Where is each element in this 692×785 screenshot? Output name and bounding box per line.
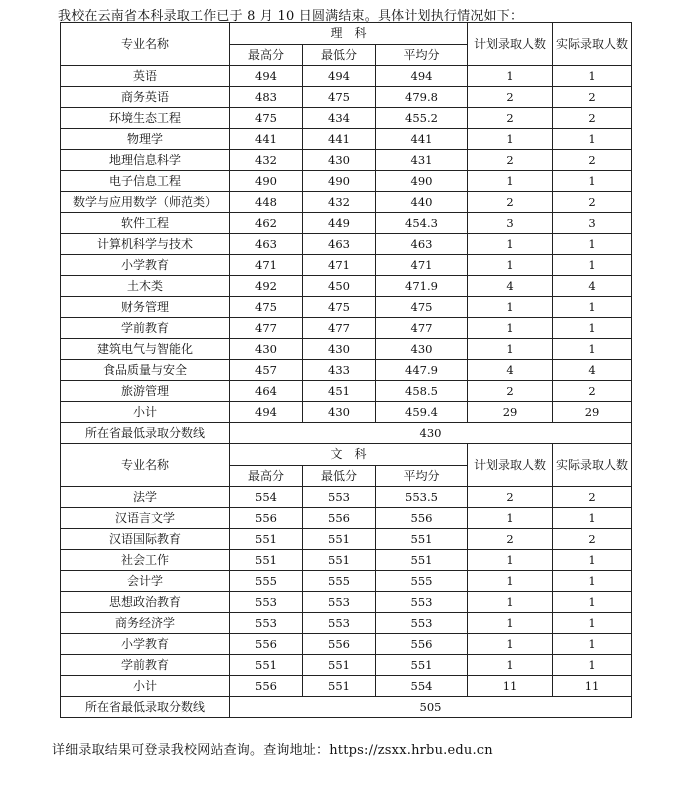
actual-cell: 3 [553, 213, 632, 234]
major-cell: 小计 [61, 402, 230, 423]
major-cell: 汉语国际教育 [61, 529, 230, 550]
avg-header: 平均分 [376, 465, 468, 487]
major-cell: 法学 [61, 487, 230, 508]
major-cell: 环境生态工程 [61, 108, 230, 129]
min-cell: 556 [303, 508, 376, 529]
actual-cell: 2 [553, 192, 632, 213]
plan-cell: 2 [468, 108, 553, 129]
science-table-row [61, 234, 632, 255]
avg-cell: 441 [376, 129, 468, 150]
avg-cell: 494 [376, 66, 468, 87]
avg-cell: 475 [376, 297, 468, 318]
min-cell: 555 [303, 571, 376, 592]
major-cell: 软件工程 [61, 213, 230, 234]
arts-min-line: 505 [230, 697, 632, 718]
avg-cell: 556 [376, 634, 468, 655]
max-cell: 553 [230, 613, 303, 634]
avg-cell: 553.5 [376, 487, 468, 508]
min-cell: 449 [303, 213, 376, 234]
major-cell: 地理信息科学 [61, 150, 230, 171]
max-cell: 553 [230, 592, 303, 613]
plan-cell: 2 [468, 192, 553, 213]
major-header: 专业名称 [61, 23, 230, 66]
max-header: 最高分 [230, 44, 303, 66]
major-cell: 物理学 [61, 129, 230, 150]
plan-cell: 29 [468, 402, 553, 423]
major-cell: 旅游管理 [61, 381, 230, 402]
arts-table-row [61, 508, 632, 529]
actual-cell: 11 [553, 676, 632, 697]
min-cell: 553 [303, 592, 376, 613]
max-cell: 494 [230, 66, 303, 87]
science-table-row [61, 192, 632, 213]
science-table-row [61, 171, 632, 192]
arts-table-row [61, 550, 632, 571]
max-cell: 483 [230, 87, 303, 108]
plan-cell: 1 [468, 66, 553, 87]
plan-cell: 1 [468, 634, 553, 655]
min-cell: 430 [303, 150, 376, 171]
min-cell: 463 [303, 234, 376, 255]
max-header: 最高分 [230, 465, 303, 487]
min-line-label: 所在省最低录取分数线 [61, 423, 230, 444]
max-cell: 462 [230, 213, 303, 234]
major-cell: 小学教育 [61, 634, 230, 655]
plan-cell: 1 [468, 655, 553, 676]
actual-cell: 4 [553, 276, 632, 297]
actual-cell: 1 [553, 297, 632, 318]
min-cell: 556 [303, 634, 376, 655]
min-cell: 433 [303, 360, 376, 381]
major-cell: 小学教育 [61, 255, 230, 276]
avg-cell: 471 [376, 255, 468, 276]
min-cell: 553 [303, 613, 376, 634]
arts-header: 文 科 [230, 444, 468, 466]
plan-cell: 1 [468, 297, 553, 318]
max-cell: 441 [230, 129, 303, 150]
science-table-row [61, 213, 632, 234]
min-cell: 551 [303, 676, 376, 697]
actual-cell: 2 [553, 108, 632, 129]
max-cell: 457 [230, 360, 303, 381]
min-cell: 451 [303, 381, 376, 402]
max-cell: 556 [230, 508, 303, 529]
major-cell: 土木类 [61, 276, 230, 297]
avg-cell: 551 [376, 655, 468, 676]
major-cell: 小计 [61, 676, 230, 697]
plan-cell: 1 [468, 234, 553, 255]
max-cell: 430 [230, 339, 303, 360]
science-header-row [61, 23, 632, 45]
science-table-row [61, 318, 632, 339]
arts-table-row [61, 613, 632, 634]
arts-table-row [61, 529, 632, 550]
arts-min-line-row [61, 697, 632, 718]
arts-header-row [61, 444, 632, 466]
actual-header: 实际录取人数 [553, 444, 632, 487]
plan-header: 计划录取人数 [468, 23, 553, 66]
major-cell: 会计学 [61, 571, 230, 592]
actual-cell: 4 [553, 360, 632, 381]
actual-cell: 1 [553, 255, 632, 276]
science-table-row [61, 108, 632, 129]
plan-cell: 3 [468, 213, 553, 234]
arts-table-row [61, 655, 632, 676]
avg-cell: 454.3 [376, 213, 468, 234]
max-cell: 475 [230, 108, 303, 129]
plan-cell: 11 [468, 676, 553, 697]
actual-cell: 2 [553, 529, 632, 550]
max-cell: 492 [230, 276, 303, 297]
min-cell: 434 [303, 108, 376, 129]
major-cell: 建筑电气与智能化 [61, 339, 230, 360]
plan-cell: 1 [468, 318, 553, 339]
science-table-row [61, 276, 632, 297]
plan-cell: 1 [468, 171, 553, 192]
major-cell: 计算机科学与技术 [61, 234, 230, 255]
plan-cell: 2 [468, 150, 553, 171]
major-cell: 食品质量与安全 [61, 360, 230, 381]
avg-cell: 551 [376, 550, 468, 571]
actual-header: 实际录取人数 [553, 23, 632, 66]
min-header: 最低分 [303, 465, 376, 487]
min-cell: 430 [303, 402, 376, 423]
actual-cell: 2 [553, 487, 632, 508]
avg-cell: 463 [376, 234, 468, 255]
min-cell: 441 [303, 129, 376, 150]
avg-cell: 490 [376, 171, 468, 192]
outro-text: 详细录取结果可登录我校网站查询。查询地址：https://zsxx.hrbu.edu.cn [52, 743, 493, 758]
avg-cell: 459.4 [376, 402, 468, 423]
max-cell: 555 [230, 571, 303, 592]
actual-cell: 1 [553, 339, 632, 360]
avg-header: 平均分 [376, 44, 468, 66]
actual-cell: 1 [553, 592, 632, 613]
max-cell: 556 [230, 634, 303, 655]
max-cell: 448 [230, 192, 303, 213]
max-cell: 551 [230, 550, 303, 571]
min-cell: 551 [303, 655, 376, 676]
min-cell: 551 [303, 550, 376, 571]
avg-cell: 551 [376, 529, 468, 550]
avg-cell: 553 [376, 613, 468, 634]
science-table-row [61, 87, 632, 108]
plan-cell: 2 [468, 529, 553, 550]
major-cell: 数学与应用数学（师范类） [61, 192, 230, 213]
plan-cell: 1 [468, 255, 553, 276]
science-header: 理 科 [230, 23, 468, 45]
avg-cell: 555 [376, 571, 468, 592]
plan-cell: 1 [468, 550, 553, 571]
plan-header: 计划录取人数 [468, 444, 553, 487]
intro-text: 我校在云南省本科录取工作已于 8 月 10 日圆满结束。具体计划执行情况如下： [58, 9, 524, 24]
avg-cell: 471.9 [376, 276, 468, 297]
avg-cell: 430 [376, 339, 468, 360]
actual-cell: 1 [553, 655, 632, 676]
plan-cell: 1 [468, 592, 553, 613]
actual-cell: 29 [553, 402, 632, 423]
max-cell: 551 [230, 529, 303, 550]
max-cell: 463 [230, 234, 303, 255]
science-min-line-row [61, 423, 632, 444]
max-cell: 471 [230, 255, 303, 276]
admission-table [60, 22, 632, 718]
avg-cell: 553 [376, 592, 468, 613]
actual-cell: 1 [553, 508, 632, 529]
actual-cell: 1 [553, 171, 632, 192]
min-cell: 490 [303, 171, 376, 192]
actual-cell: 2 [553, 381, 632, 402]
min-cell: 477 [303, 318, 376, 339]
plan-cell: 1 [468, 129, 553, 150]
min-cell: 430 [303, 339, 376, 360]
avg-cell: 556 [376, 508, 468, 529]
major-cell: 学前教育 [61, 655, 230, 676]
major-cell: 学前教育 [61, 318, 230, 339]
max-cell: 494 [230, 402, 303, 423]
major-cell: 商务经济学 [61, 613, 230, 634]
plan-cell: 1 [468, 571, 553, 592]
min-cell: 553 [303, 487, 376, 508]
plan-cell: 1 [468, 613, 553, 634]
min-cell: 475 [303, 297, 376, 318]
actual-cell: 1 [553, 318, 632, 339]
major-cell: 思想政治教育 [61, 592, 230, 613]
science-table-row [61, 339, 632, 360]
max-cell: 556 [230, 676, 303, 697]
plan-cell: 4 [468, 276, 553, 297]
science-table-row [61, 150, 632, 171]
major-cell: 财务管理 [61, 297, 230, 318]
science-table-row [61, 129, 632, 150]
major-cell: 汉语言文学 [61, 508, 230, 529]
science-table-row [61, 360, 632, 381]
actual-cell: 1 [553, 634, 632, 655]
plan-cell: 2 [468, 381, 553, 402]
max-cell: 475 [230, 297, 303, 318]
avg-cell: 447.9 [376, 360, 468, 381]
max-cell: 432 [230, 150, 303, 171]
science-table-row [61, 255, 632, 276]
min-cell: 551 [303, 529, 376, 550]
arts-table-row [61, 592, 632, 613]
actual-cell: 2 [553, 150, 632, 171]
arts-table-row [61, 487, 632, 508]
min-header: 最低分 [303, 44, 376, 66]
arts-table-row [61, 571, 632, 592]
actual-cell: 1 [553, 550, 632, 571]
major-cell: 英语 [61, 66, 230, 87]
min-cell: 471 [303, 255, 376, 276]
avg-cell: 431 [376, 150, 468, 171]
max-cell: 464 [230, 381, 303, 402]
avg-cell: 440 [376, 192, 468, 213]
major-header: 专业名称 [61, 444, 230, 487]
major-cell: 电子信息工程 [61, 171, 230, 192]
plan-cell: 1 [468, 508, 553, 529]
plan-cell: 1 [468, 339, 553, 360]
actual-cell: 1 [553, 234, 632, 255]
min-line-label: 所在省最低录取分数线 [61, 697, 230, 718]
avg-cell: 479.8 [376, 87, 468, 108]
science-table-row [61, 402, 632, 423]
plan-cell: 2 [468, 487, 553, 508]
arts-table-row [61, 676, 632, 697]
major-cell: 社会工作 [61, 550, 230, 571]
min-cell: 475 [303, 87, 376, 108]
max-cell: 551 [230, 655, 303, 676]
min-cell: 432 [303, 192, 376, 213]
arts-table-row [61, 634, 632, 655]
avg-cell: 455.2 [376, 108, 468, 129]
max-cell: 490 [230, 171, 303, 192]
avg-cell: 477 [376, 318, 468, 339]
science-min-line: 430 [230, 423, 632, 444]
actual-cell: 1 [553, 66, 632, 87]
avg-cell: 554 [376, 676, 468, 697]
max-cell: 554 [230, 487, 303, 508]
min-cell: 450 [303, 276, 376, 297]
plan-cell: 4 [468, 360, 553, 381]
actual-cell: 1 [553, 571, 632, 592]
major-cell: 商务英语 [61, 87, 230, 108]
avg-cell: 458.5 [376, 381, 468, 402]
min-cell: 494 [303, 66, 376, 87]
actual-cell: 1 [553, 129, 632, 150]
actual-cell: 1 [553, 613, 632, 634]
max-cell: 477 [230, 318, 303, 339]
plan-cell: 2 [468, 87, 553, 108]
science-table-row [61, 297, 632, 318]
science-table-row [61, 381, 632, 402]
science-table-row [61, 66, 632, 87]
actual-cell: 2 [553, 87, 632, 108]
